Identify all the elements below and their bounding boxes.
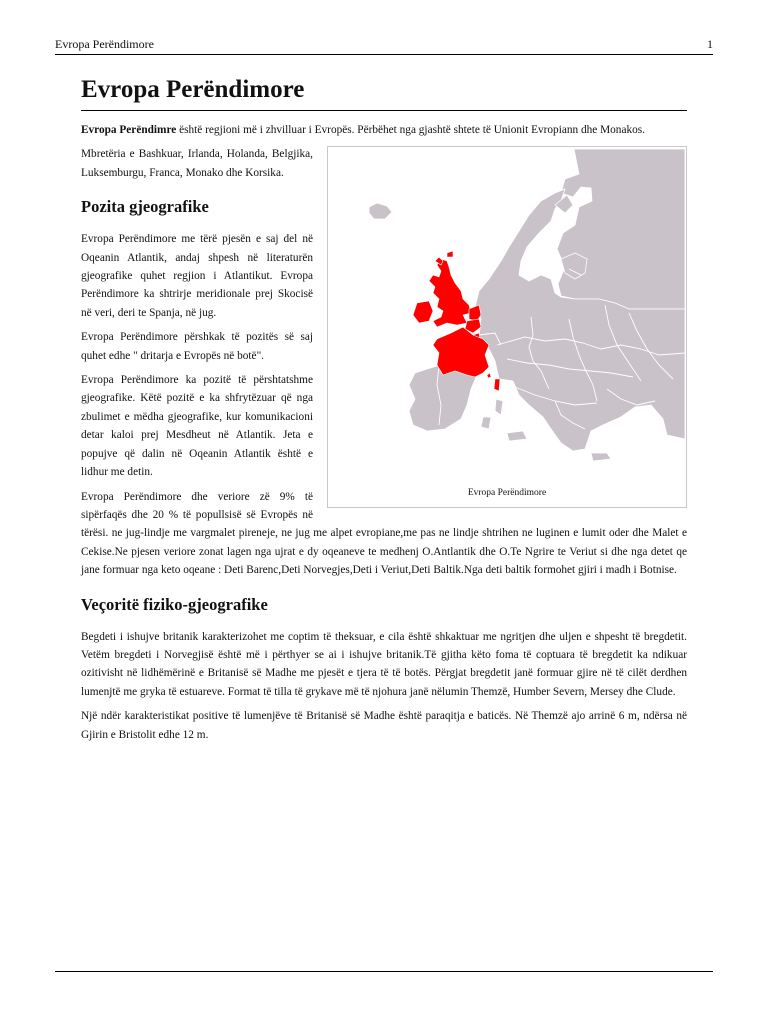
figure-caption: Evropa Perëndimore: [467, 488, 547, 499]
pozita-paragraph-3: Evropa Perëndimore ka pozitë të përshtatshme gjeografike. Këtë pozitë e ka shfrytëzuar që nga zbulimet e mëdha gjeografike, kur komunikacioni detar kaloi prej Mesdheut në Atlantik. Jeta e popujve që dalin në Oqeanin Atlantik është e lidhur me detin.: [81, 374, 313, 479]
section-heading-vecorite: Veçoritë fiziko-gjeografike: [81, 594, 268, 614]
running-header: [55, 36, 713, 55]
page-number: 1: [707, 37, 713, 51]
page-title: Evropa Perëndimore: [81, 74, 687, 111]
countries-paragraph: Mbretëria e Bashkuar, Irlanda, Holanda, Belgjika, Luksemburgu, Franca, Monako dhe Korsika.: [81, 148, 313, 179]
section-heading-pozita: Pozita gjeografike: [81, 197, 209, 217]
pozita-paragraph-2: Evropa Perëndimore përshkak të pozitës së saj quhet edhe " dritarja e Evropës në botë".: [81, 331, 313, 362]
article-body: [81, 74, 687, 750]
vecorite-paragraph-1: Begdeti i ishujve britanik karakterizohet me coptim të theksuar, e cila është shkaktuar me ngritjen dhe uljen e shpesht të bregdetit. Vetëm bregdeti i Norvegjisë është më i përthyer se ai i ishujve britanik.Të gjitha këto foma të coptuara të bregdetit ka ndikuar ozitivisht në lidhëmërinë e Britanisë së Madhe me pjesët e tjera të të botës. Përgjat bregdetit janë formuar gjire në të cilët derdhen lumenjtë me gryka të estuareve. Format të tilla të grykave më të njohura janë nëlumin Themzë, Humber Severn, Mersey dhe Clude.: [81, 630, 687, 698]
map-figure: [327, 146, 687, 508]
europe-map: [329, 149, 685, 479]
vecorite-paragraph-2: Një ndër karakteristikat positive të lumenjëve të Britanisë së Madhe është paraqitja e baticës. Në Themzë ajo arrinë 6 m, ndërsa në Gjirin e Bristolit edhe 12 m.: [81, 710, 687, 741]
lead-paragraph: [81, 121, 687, 139]
pozita-paragraph-1: Evropa Perëndimore me tërë pjesën e saj del në Oqeanin Atlantik, andaj shpesh në literaturën gjeografike quhet regjion i Atlantikut. Evropa Perëndimore ka shtrirje meridionale prej Skocisë në veri, deri te Spanja, në jug.: [81, 233, 313, 319]
footer-rule: [55, 971, 713, 972]
lead-term: Evropa Perëndimre: [81, 124, 177, 136]
pozita-paragraph-4: Evropa Perëndimore dhe veriore zë 9% të sipërfaqës dhe 20 % të popullsisë së Evropës në tërësi. ne jug-lindje me vargmalet pireneje, ne jug me alpet evropiane,me pas ne lindje shtrihen ne luginen e lumit oder dhe Malet e Cekise.Ne pjesen veriore zonat lagen nga ujrat e dy oqeaneve te medhenj O.Antlantik dhe O.Te Ngrire te Veriut si dhe nga detet qe jane formuar nga keto oqeane : Deti Barenc,Deti Norvegjes,Deti i Veriut,Deti Baltik.Nga deti baltik formohet gjiri i madh i Botnise.: [81, 490, 687, 577]
lead-text: është regjioni më i zhvilluar i Evropës. Përbëhet nga gjashtë shtete të Unionit Evropiann dhe Monakos.: [176, 124, 645, 136]
running-title: Evropa Perëndimore: [55, 37, 154, 51]
